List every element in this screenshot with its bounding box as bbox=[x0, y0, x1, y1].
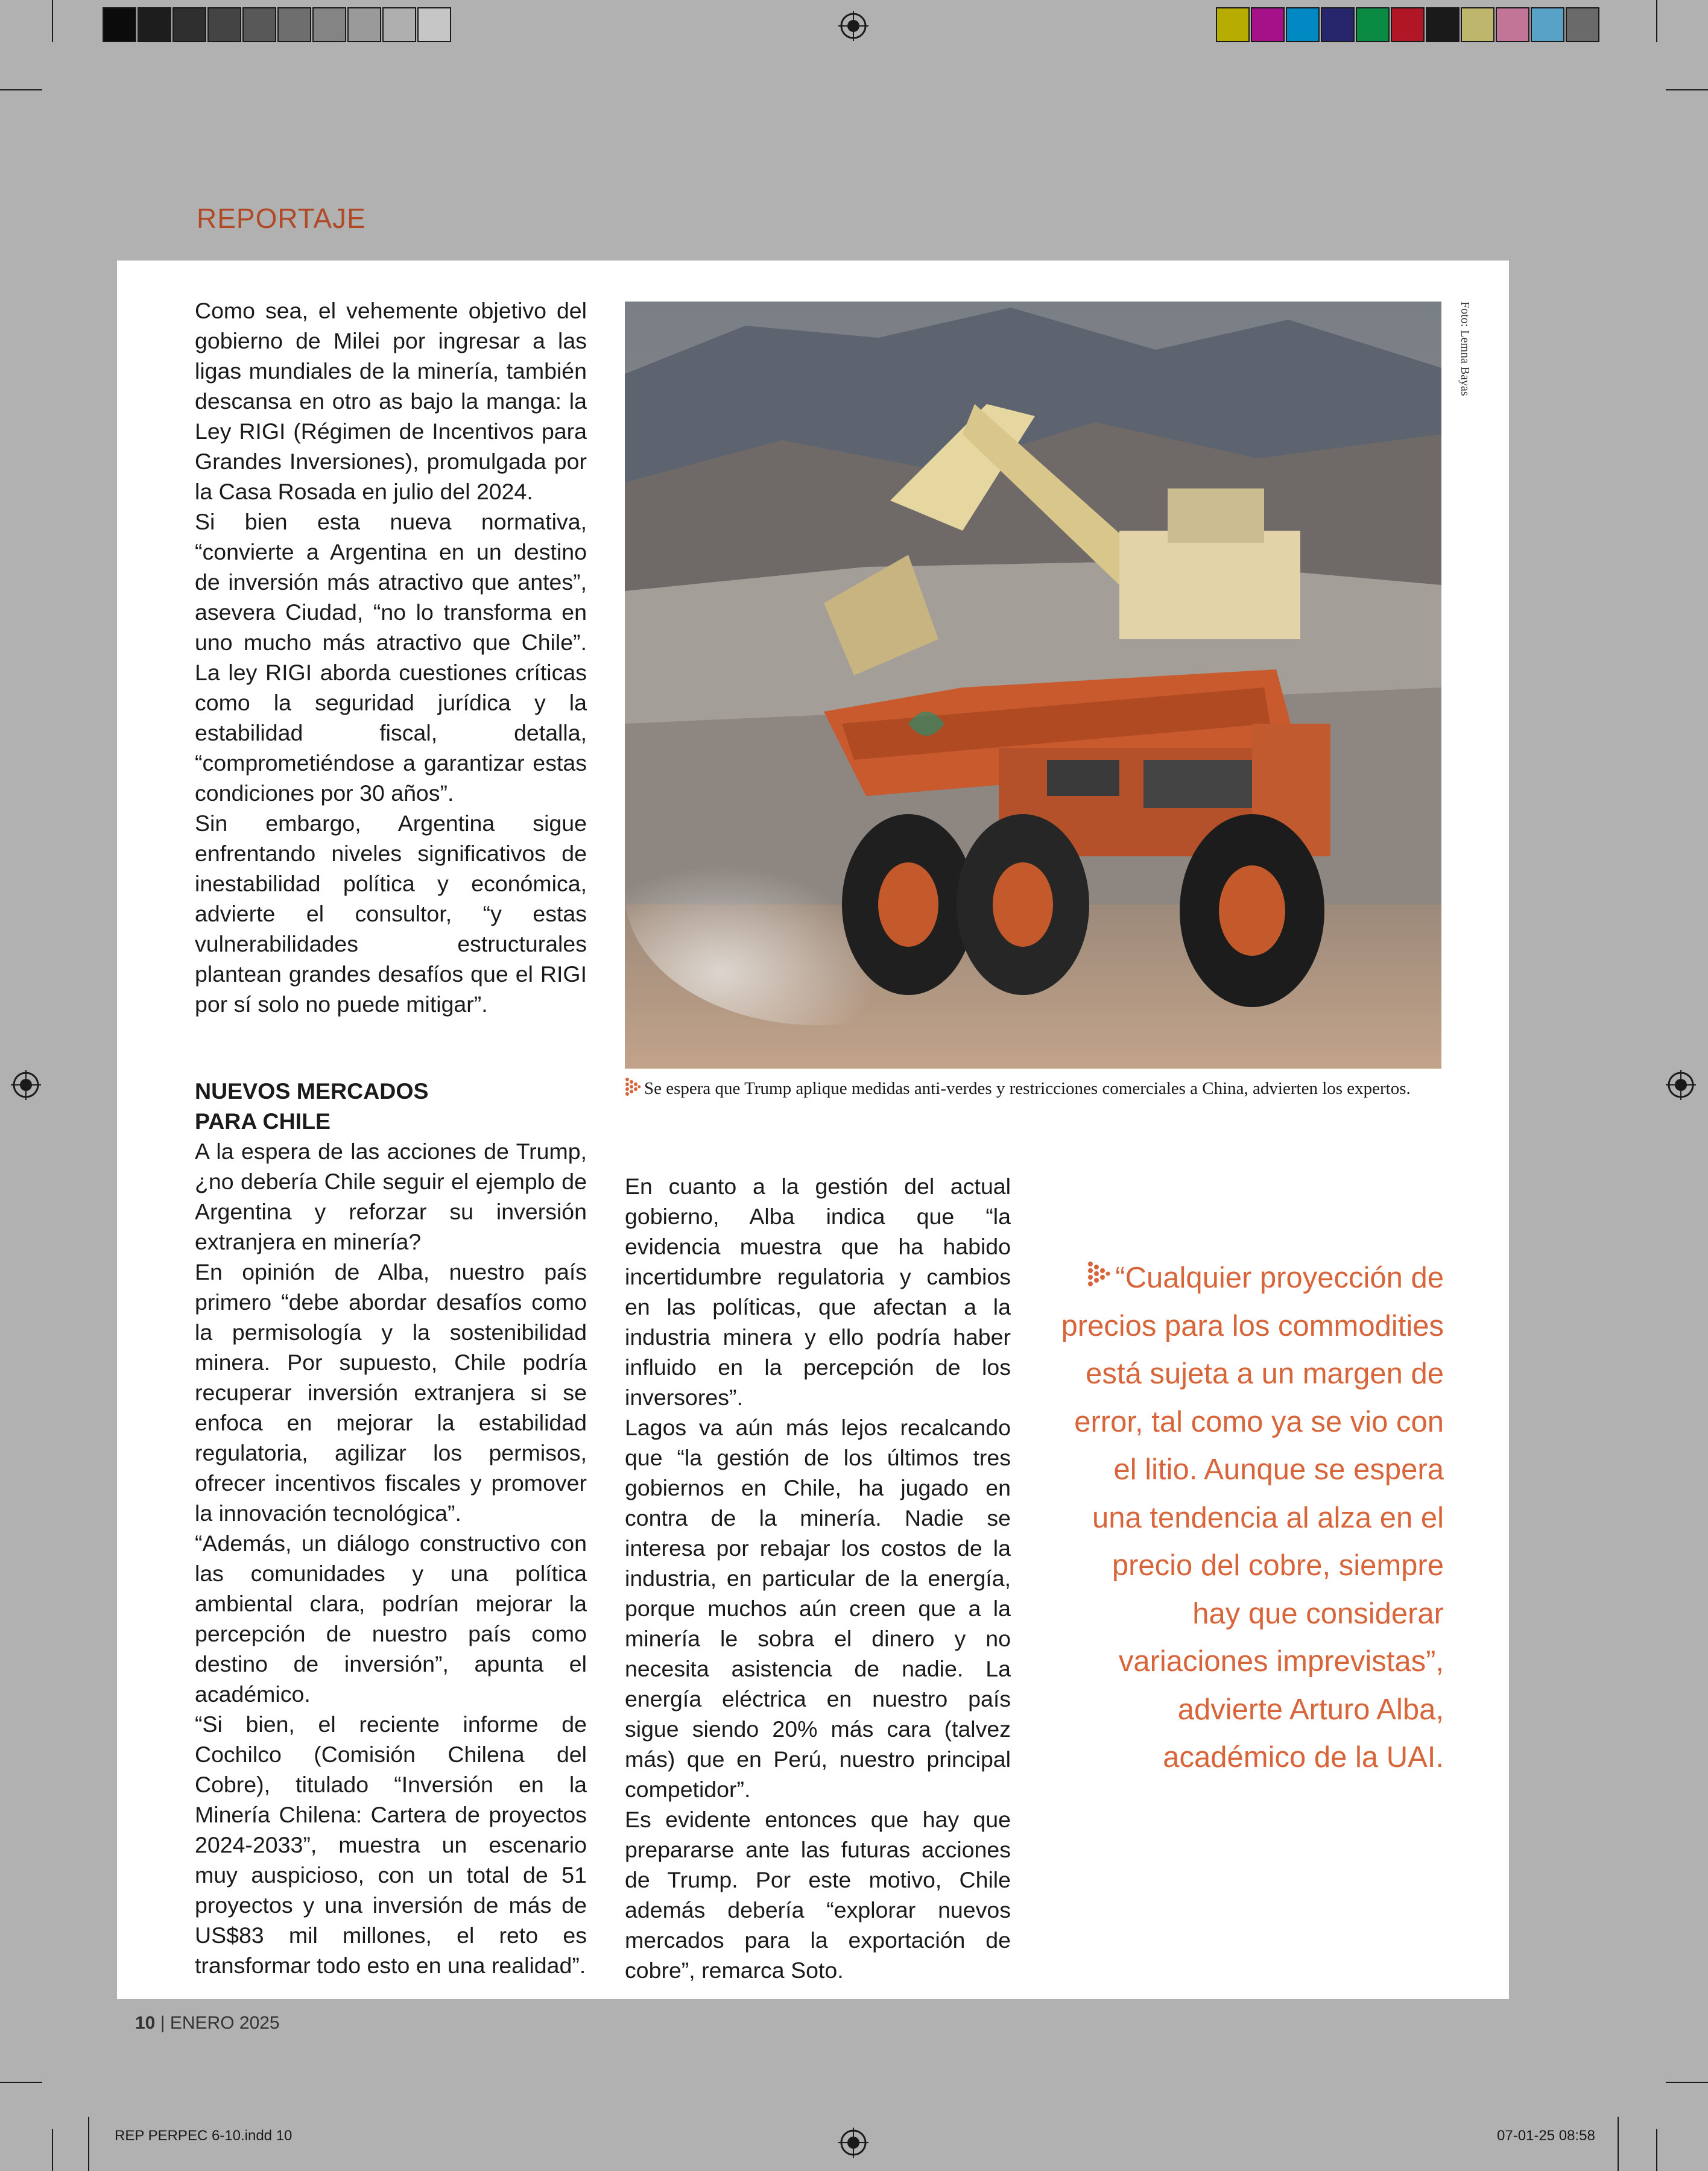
paragraph: “Además, un diálogo constructivo con las comunidades y una política ambiental clara, podrían mejorar la percepción de nuestro país como destino de inversión”, apunta el académico. bbox=[195, 1531, 587, 1707]
paragraph: Sin embargo, Argentina sigue enfrentando niveles significativos de inestabilidad política y económica, advierte el consultor, “y estas vulnerabilidades estructurales plantean grandes desafíos que el RIGI por sí solo no puede mitigar”. bbox=[195, 811, 587, 1017]
paragraph: A la espera de las acciones de Trump, ¿no debería Chile seguir el ejemplo de Argentina y reforzar su inversión extranjera en minería? bbox=[195, 1139, 587, 1254]
photo-caption bbox=[625, 1076, 1445, 1101]
mining-truck-illustration bbox=[625, 302, 1441, 1069]
paragraph: Es evidente entonces que hay que prepararse ante las futuras acciones de Trump. Por este motivo, Chile además debería “explorar nuevos mercados para la exportación de cobre”, remarca Soto. bbox=[625, 1807, 1011, 1983]
crop-mark bbox=[1656, 0, 1657, 42]
caption-text: Se espera que Trump aplique medidas anti-verdes y restricciones comerciales a China, advierten los expertos. bbox=[644, 1079, 1411, 1098]
crop-mark bbox=[1666, 89, 1708, 90]
paragraph: “Si bien, el reciente informe de Cochilco (Comisión Chilena del Cobre), titulado “Inversión en la Minería Chilena: Cartera de proyectos 2024-2033”, muestra un escenario muy auspicioso, con un total de 51 proyectos y una inversión de más de US$83 mil millones, el reto es transformar todo esto en una realidad”. bbox=[195, 1711, 587, 1978]
paragraph: Como sea, el vehemente objetivo del gobierno de Milei por ingresar a las ligas mundiales de la minería, también descansa en otro as bajo la manga: la Ley RIGI (Régimen de Incentivos para Grandes Inversiones), promulgada por la Casa Rosada en julio del 2024. bbox=[195, 298, 587, 504]
pull-quote bbox=[1058, 1254, 1444, 1782]
print-slug-date: 07-01-25 08:58 bbox=[1497, 2128, 1595, 2144]
subheading bbox=[195, 1076, 587, 1136]
paragraph: Lagos va aún más lejos recalcando que “la gestión de los últimos tres gobiernos en Chile, ha jugado en contra de la minería. Nadie se interesa por rebajar los costos de la industria, en particular de la energía, porque muchos aún creen que a la minería le sobra el dinero y no necesita asistencia de nadie. La energía eléctrica en nuestro país sigue siendo 20% más cara (talvez más) que en Perú, nuestro principal competidor”. bbox=[625, 1415, 1011, 1802]
subheading-line: NUEVOS MERCADOS bbox=[195, 1078, 429, 1104]
dotted-arrow-bullet-icon bbox=[1087, 1261, 1110, 1290]
crop-mark bbox=[1618, 2117, 1619, 2171]
article-column-middle bbox=[625, 1171, 1011, 1985]
crop-mark bbox=[0, 89, 42, 90]
crop-mark bbox=[52, 2129, 53, 2171]
page-number: 10 bbox=[135, 2013, 156, 2033]
dotted-arrow-bullet-icon bbox=[625, 1077, 640, 1098]
crop-mark bbox=[0, 2082, 42, 2083]
print-slug-file: REP PERPEC 6-10.indd 10 bbox=[115, 2128, 293, 2144]
article-page bbox=[117, 261, 1509, 1999]
registration-mark-icon bbox=[838, 11, 868, 41]
section-label: REPORTAJE bbox=[197, 203, 366, 234]
issue-date: ENERO 2025 bbox=[169, 2013, 280, 2033]
mining-truck-photo bbox=[625, 302, 1441, 1069]
crop-mark bbox=[1656, 2129, 1657, 2171]
page-footer bbox=[135, 2013, 280, 2034]
crop-mark bbox=[88, 2117, 89, 2171]
photo-credit: Foto: Lemna Bayas bbox=[1458, 302, 1472, 396]
pull-quote-text: “Cualquier proyección de precios para los commodities está sujeta a un margen de error, tal como ya se vio con el litio. Aunque se espera una tendencia al alza en el precio del cobre, siempre hay que considerar variaciones imprevistas”, advierte Arturo Alba, académico de la UAI. bbox=[1061, 1262, 1444, 1774]
paragraph: En cuanto a la gestión del actual gobierno, Alba indica que “la evidencia muestra que ha habido incertidumbre regulatoria y cambios en las políticas, que afectan a la industria minera y ello podría haber influido en la percepción de los inversores”. bbox=[625, 1174, 1011, 1410]
registration-mark-icon bbox=[838, 2128, 868, 2158]
subheading-line: PARA CHILE bbox=[195, 1108, 331, 1134]
crop-mark bbox=[1666, 2082, 1708, 2083]
grayscale-calibration-strip bbox=[103, 7, 452, 45]
registration-mark-icon bbox=[1666, 1070, 1696, 1100]
article-column-left-top bbox=[195, 295, 587, 1019]
registration-mark-icon bbox=[11, 1070, 41, 1100]
crop-mark bbox=[52, 0, 53, 42]
paragraph: Si bien esta nueva normativa, “convierte a Argentina en un destino de inversión más atractivo que antes”, asevera Ciudad, “no lo transforma en uno mucho más atractivo que Chile”. La ley RIGI aborda cuestiones críticas como la seguridad jurídica y la estabilidad fiscal, detalla, “comprometiéndose a garantizar estas condiciones por 30 años”. bbox=[195, 509, 587, 806]
article-column-left-bottom bbox=[195, 1076, 587, 1980]
footer-separator: | bbox=[160, 2013, 165, 2033]
color-calibration-strip bbox=[1216, 7, 1601, 45]
paragraph: En opinión de Alba, nuestro país primero “debe abordar desafíos como la permisología y la sostenibilidad minera. Por supuesto, Chile podría recuperar inversión extranjera si se enfoca en mejorar la estabilidad regulatoria, agilizar los permisos, ofrecer incentivos fiscales y promover la innovación tecnológica”. bbox=[195, 1259, 587, 1526]
